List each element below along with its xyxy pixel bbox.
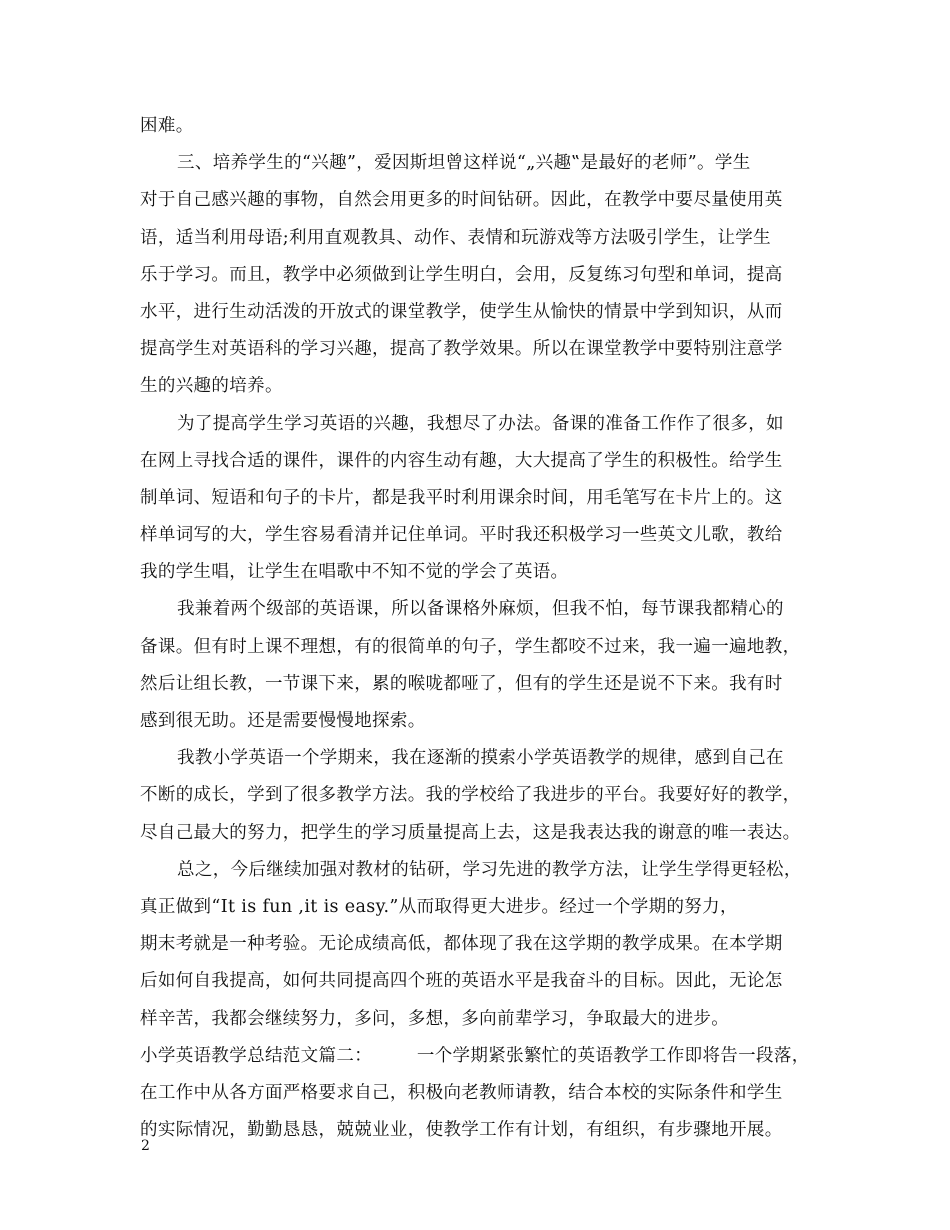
text-line: 感到很无助。还是需要慢慢地探索。 bbox=[140, 711, 426, 731]
text-line: 三、培养学生的“兴趣”，爱因斯坦曾这样说“„兴趣‟是最好的老师”。学生 bbox=[177, 153, 751, 174]
text-line: 制单词、短语和句子的卡片，都是我平时利用课余时间，用毛笔写在卡片上的。这 bbox=[140, 487, 783, 508]
text-line: 为了提高学生学习英语的兴趣，我想尽了办法。备课的准备工作作了很多，如 bbox=[177, 413, 784, 434]
text-line: 对于自己感兴趣的事物，自然会用更多的时间钻研。因此，在教学中要尽量使用英 bbox=[140, 190, 783, 211]
text-line: 我的学生唱，让学生在唱歌中不知不觉的学会了英语。 bbox=[140, 562, 569, 583]
text-line: 然后让组长教，一节课下来，累的喉咙都哑了，但有的学生还是说不下来。我有时 bbox=[140, 673, 783, 694]
page-number: 2 bbox=[141, 1138, 150, 1154]
text-line: 尽自己最大的努力，把学生的学习质量提高上去，这是我表达我的谢意的唯一表达。 bbox=[140, 822, 801, 843]
text-line: 语，适当利用母语;利用直观教具、动作、表情和玩游戏等方法吸引学生，让学生 bbox=[140, 227, 771, 248]
text-line: 不断的成长，学到了很多教学方法。我的学校给了我进步的平台。我要好好的教学， bbox=[140, 785, 801, 806]
text-line: 生的兴趣的培养。 bbox=[140, 376, 283, 397]
text-line: 的实际情况，勤勤恳恳，兢兢业业，使教学工作有计划，有组织，有步骤地开展。 bbox=[140, 1120, 783, 1141]
text-line: 小学英语教学总结范文篇二： 一个学期紧张繁忙的英语教学工作即将告一段落， bbox=[140, 1045, 810, 1066]
text-line: 真正做到“It is fun ,it is easy.”从而取得更大进步。经过一个学期的努力， bbox=[140, 896, 738, 917]
text-line: 备课。但有时上课不理想，有的很简单的句子，学生都咬不过来，我一遍一遍地教， bbox=[140, 636, 801, 657]
text-line: 期末考就是一种考验。无论成绩高低，都体现了我在这学期的教学成果。在本学期 bbox=[140, 934, 783, 955]
text-line: 总之，今后继续加强对教材的钻研，学习先进的教学方法，让学生学得更轻松， bbox=[177, 859, 802, 880]
text-line: 在工作中从各方面严格要求自己，积极向老教师请教，结合本校的实际条件和学生 bbox=[140, 1082, 783, 1103]
text-line: 困难。 bbox=[140, 116, 194, 136]
text-line: 样辛苦，我都会继续努力，多问，多想，多向前辈学习，争取最大的进步。 bbox=[140, 1008, 730, 1029]
text-line: 我兼着两个级部的英语课，所以备课格外麻烦，但我不怕，每节课我都精心的 bbox=[177, 599, 784, 620]
document-body bbox=[140, 108, 826, 1149]
text-line: 样单词写的大，学生容易看清并记住单词。平时我还积极学习一些英文儿歌，教给 bbox=[140, 525, 783, 546]
text-line: 乐于学习。而且，教学中必须做到让学生明白，会用，反复练习句型和单词，提高 bbox=[140, 264, 783, 285]
text-line: 提高学生对英语科的学习兴趣，提高了教学效果。所以在课堂教学中要特别注意学 bbox=[140, 339, 783, 360]
text-line: 我教小学英语一个学期来，我在逐渐的摸索小学英语教学的规律，感到自己在 bbox=[177, 748, 784, 769]
text-line: 水平，进行生动活泼的开放式的课堂教学，使学生从愉快的情景中学到知识，从而 bbox=[140, 301, 783, 322]
text-line: 后如何自我提高，如何共同提高四个班的英语水平是我奋斗的目标。因此，无论怎 bbox=[140, 971, 783, 992]
text-line: 在网上寻找合适的课件，课件的内容生动有趣，大大提高了学生的积极性。给学生 bbox=[140, 450, 783, 471]
